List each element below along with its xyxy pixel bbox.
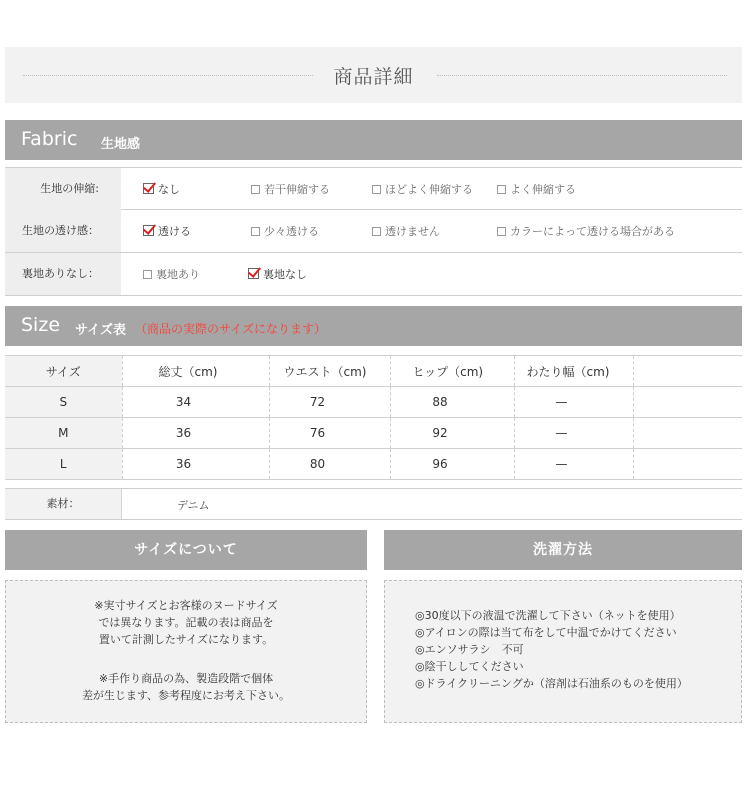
value-cell: 34 <box>122 387 269 418</box>
fabric-row-label: 生地の伸縮: <box>5 168 121 210</box>
wash-header: 洗濯方法 <box>384 530 742 570</box>
option-transparency-slight: 少々透ける <box>251 223 319 239</box>
size-heading-jp: サイズ表 <box>75 323 126 338</box>
checkbox-checked-icon <box>248 268 259 279</box>
wash-panel <box>384 580 742 723</box>
checkbox-icon <box>251 227 260 236</box>
wash-line: ◎陰干ししてください <box>415 660 524 673</box>
checkbox-icon <box>372 227 381 236</box>
fabric-row-label: 裏地ありなし： <box>5 253 121 295</box>
header-cell: ヒップ（cm) <box>390 356 514 387</box>
size-heading-en: Size <box>21 314 61 336</box>
fabric-row-label: 生地の透け感： <box>5 210 121 252</box>
table-row <box>5 387 742 418</box>
wash-line: ◎エンソサラシ 不可 <box>415 643 524 656</box>
about-size-panel <box>5 580 367 723</box>
value-cell: 80 <box>269 449 390 480</box>
fabric-heading-jp: 生地感 <box>101 137 141 152</box>
value-cell: — <box>514 418 633 449</box>
value-cell: 36 <box>122 449 269 480</box>
header-cell: ウエスト（cm) <box>269 356 390 387</box>
value-cell: 76 <box>269 418 390 449</box>
value-cell: — <box>514 387 633 418</box>
value-cell: 88 <box>390 387 514 418</box>
value-cell: — <box>514 449 633 480</box>
checkbox-icon <box>251 185 260 194</box>
option-transparency-no: 透けません <box>372 223 440 239</box>
about-line: 差が生じます、参考程度にお考え下さい。 <box>81 689 291 702</box>
value-cell: 96 <box>390 449 514 480</box>
header-cell <box>633 356 742 387</box>
about-size-header: サイズについて <box>5 530 367 570</box>
value-cell <box>633 418 742 449</box>
checkbox-icon <box>143 270 152 279</box>
table-row <box>5 418 742 449</box>
fabric-row-lining <box>5 253 742 296</box>
wash-line: ◎30度以下の液温で洗濯して下さい（ネットを使用） <box>415 609 681 622</box>
option-stretch-high: よく伸縮する <box>497 181 576 197</box>
checkbox-icon <box>497 185 506 194</box>
header-cell: サイズ <box>5 356 122 387</box>
value-cell <box>633 449 742 480</box>
fabric-heading-en: Fabric <box>21 128 78 150</box>
option-stretch-none: なし <box>143 181 180 197</box>
fabric-table <box>5 167 742 296</box>
option-stretch-moderate: ほどよく伸縮する <box>372 181 473 197</box>
about-line <box>6 648 366 670</box>
value-cell <box>633 387 742 418</box>
checkbox-icon <box>372 185 381 194</box>
size-cell: M <box>5 418 122 449</box>
material-value: デニム <box>177 499 210 512</box>
option-transparency-color: カラーによって透ける場合がある <box>497 223 675 239</box>
about-line: ※実寸サイズとお客様のヌードサイズ <box>94 599 278 612</box>
header-cell: 総丈（cm) <box>122 356 269 387</box>
page-title-bar <box>5 47 742 103</box>
material-label: 素材： <box>5 489 122 519</box>
table-row <box>5 449 742 480</box>
wash-line: ◎ドライクリーニングか（溶剤は石油系のものを使用） <box>415 677 688 690</box>
checkbox-checked-icon <box>143 183 154 194</box>
option-stretch-slight: 若干伸縮する <box>251 181 330 197</box>
checkbox-checked-icon <box>143 225 154 236</box>
size-table <box>5 355 742 480</box>
checkbox-icon <box>497 227 506 236</box>
table-header-row <box>5 356 742 387</box>
wash-line: ◎アイロンの際は当て布をして中温でかけてください <box>415 626 677 639</box>
size-cell: S <box>5 387 122 418</box>
value-cell: 36 <box>122 418 269 449</box>
size-cell: L <box>5 449 122 480</box>
page-title: 商品詳細 <box>333 66 414 88</box>
about-line: では異なります。記載の表は商品を <box>98 616 274 629</box>
title-divider-right <box>437 75 727 76</box>
fabric-row-transparency <box>5 210 742 253</box>
material-row <box>5 488 742 520</box>
fabric-section-header <box>5 120 742 160</box>
fabric-row-stretch <box>5 167 742 210</box>
size-section-header <box>5 306 742 346</box>
size-heading-note: （商品の実際のサイズになります） <box>135 322 327 336</box>
option-lining-no: 裏地なし <box>248 266 307 282</box>
header-cell: わたり幅（cm) <box>514 356 633 387</box>
value-cell: 72 <box>269 387 390 418</box>
about-line: ※手作り商品の為、製造段階で個体 <box>98 672 274 685</box>
option-lining-yes: 裏地あり <box>143 266 200 282</box>
value-cell: 92 <box>390 418 514 449</box>
about-line: 置いて計測したサイズになります。 <box>98 633 274 646</box>
option-transparency-yes: 透ける <box>143 223 191 239</box>
